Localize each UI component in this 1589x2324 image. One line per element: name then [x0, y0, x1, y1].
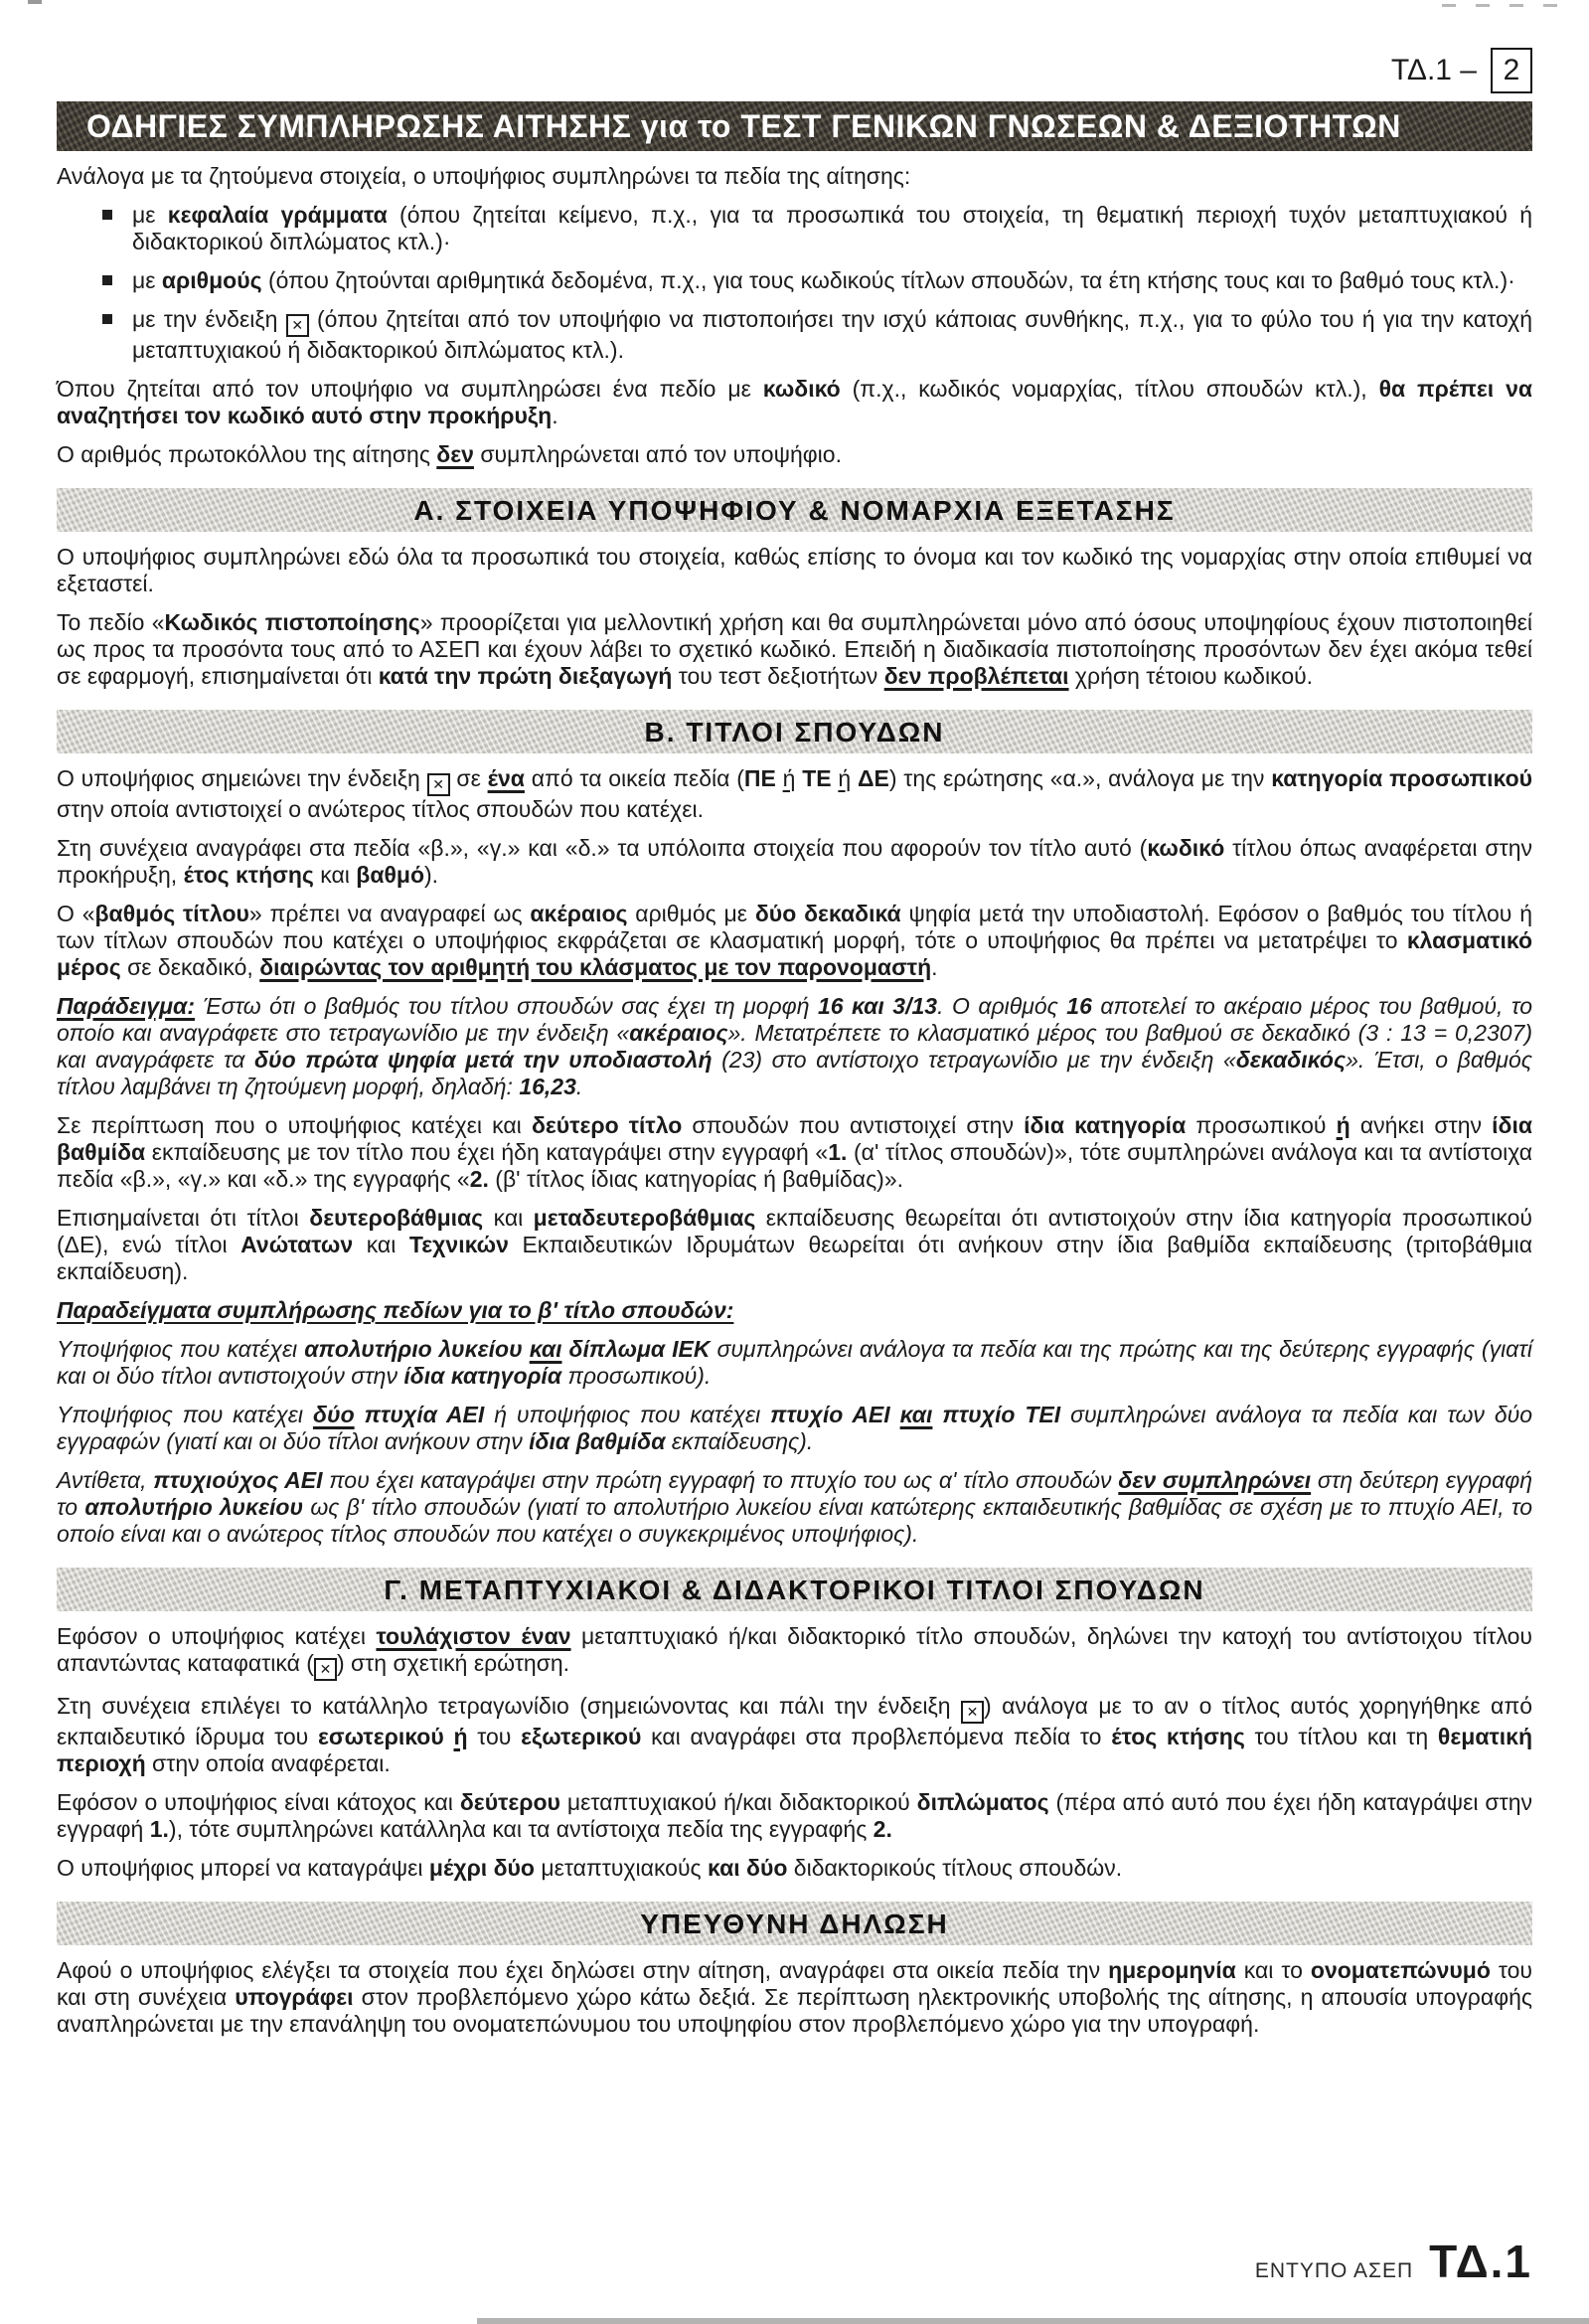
- form-code-label: ΤΔ.1 –: [1390, 54, 1477, 86]
- intro-paragraph: Όπου ζητείται από τον υποψήφιο να συμπληρώσει ένα πεδίο με κωδικό (π.χ., κωδικός νομαρχίας, τίτλου σπουδών κτλ.), θα πρέπει να αναζητήσει τον κωδικό αυτό στην προκήρυξη.: [57, 376, 1532, 428]
- section-a-paragraph: Το πεδίο «Κωδικός πιστοποίησης» προορίζεται για μελλοντική χρήση και θα συμπληρώνεται μόνο από όσους υποψηφίους έχουν πιστοποιηθεί ως προς τα προσόντα τους από το ΑΣΕΠ και έχουν λάβει το σχετικό κωδικό. Επειδή η διαδικασία πιστοποίησης προσόντων δεν έχει ακόμα τεθεί σε εφαρμογή, επισημαίνεται ότι κατά την πρώτη διεξαγωγή του τεστ δεξιοτήτων δεν προβλέπεται χρήση τέτοιου κωδικού.: [57, 609, 1532, 689]
- bullet-square-icon: [102, 314, 112, 324]
- instruction-bullet-list: [57, 202, 1532, 364]
- section-c-paragraph: Ο υποψήφιος μπορεί να καταγράψει μέχρι δύο μεταπτυχιακούς και δύο διδακτορικούς τίτλους σπουδών.: [57, 1855, 1123, 1881]
- footer-form-label: ΕΝΤΥΠΟ ΑΣΕΠ: [1254, 2259, 1414, 2282]
- bullet-text: με την ένδειξη ✕ (όπου ζητείται από τον υποψήφιο να πιστοποιήσει την ισχύ κάποιας συνθήκης, π.χ., για το φύλο του ή για την κατοχή μεταπτυχιακού ή διδακτορικού διπλώματος κτλ.).: [132, 306, 1532, 363]
- footer-form-code: ΤΔ.1: [1429, 2236, 1532, 2287]
- bullet-item: [57, 306, 1532, 364]
- section-b-paragraph: Επισημαίνεται ότι τίτλοι δευτεροβάθμιας και μεταδευτεροβάθμιας εκπαίδευσης θεωρείται ότι αντιστοιχούν στην ίδια κατηγορία προσωπικού (ΔΕ), ενώ τίτλοι Ανώτατων και Τεχνικών Εκπαιδευτικών Ιδρυμάτων θεωρείται ότι ανήκουν στην ίδια βαθμίδα εκπαίδευσης (τριτοβάθμια εκπαίδευση).: [57, 1205, 1532, 1284]
- scan-artifact: [477, 2318, 1589, 2324]
- intro-paragraph: Ο αριθμός πρωτοκόλλου της αίτησης δεν συμπληρώνεται από τον υποψήφιο.: [57, 441, 842, 467]
- bullet-square-icon: [102, 275, 112, 285]
- section-heading-c: Γ. ΜΕΤΑΠΤΥΧΙΑΚΟΙ & ΔΙΔΑΚΤΟΡΙΚΟΙ ΤΙΤΛΟΙ ΣΠΟΥΔΩΝ: [57, 1568, 1532, 1611]
- bullet-text: με αριθμούς (όπου ζητούνται αριθμητικά δεδομένα, π.χ., για τους κωδικούς τίτλων σπουδών, τα έτη κτήσης τους και το βαθμό τους κτλ.)·: [132, 267, 1515, 293]
- section-b-examples-heading: Παραδείγματα συμπλήρωσης πεδίων για το β' τίτλο σπουδών:: [57, 1297, 734, 1323]
- section-b-paragraph: Ο υποψήφιος σημειώνει την ένδειξη ✕ σε ένα από τα οικεία πεδία (ΠΕ ή ΤΕ ή ΔΕ) της ερώτησης «α.», ανάλογα με την κατηγορία προσωπικού στην οποία αντιστοιχεί ο ανώτερος τίτλος σπουδών που κατέχει.: [57, 765, 1533, 822]
- bullet-item: [57, 202, 1532, 255]
- section-b-example: Υποψήφιος που κατέχει απολυτήριο λυκείου και δίπλωμα ΙΕΚ συμπληρώνει ανάλογα τα πεδία και της πρώτης και της δεύτερης εγγραφής (γιατί και οι δύο τίτλοι αντιστοιχούν στην ίδια κατηγορία προσωπικού).: [57, 1336, 1533, 1389]
- section-c-paragraph: Στη συνέχεια επιλέγει το κατάλληλο τετραγωνίδιο (σημειώνοντας και πάλι την ένδειξη ✕ ) ανάλογα με το αν ο τίτλος αυτός χορηγήθηκε από εκπαιδευτικό ίδρυμα του εσωτερικού ή του εξωτερικού και αναγράφει στα προβλεπόμενα πεδία το έτος κτήσης του τίτλου και τη θεματική περιοχή στην οποία αναφέρεται.: [57, 1693, 1532, 1776]
- section-b-paragraph: Ο «βαθμός τίτλου» πρέπει να αναγραφεί ως ακέραιος αριθμός με δύο δεκαδικά ψηφία μετά την υποδιαστολή. Εφόσον ο βαθμός του τίτλου ή των τίτλων σπουδών που κατέχει ο υποψήφιος εκφράζεται σε κλασματική μορφή, τότε ο υποψήφιος θα πρέπει να μετατρέψει το κλασματικό μέρος σε δεκαδικό, διαιρώντας τον αριθμητή του κλάσματος με τον παρονομαστή.: [57, 901, 1532, 980]
- page-header: [57, 0, 1532, 101]
- document-title-bar: ΟΔΗΓΙΕΣ ΣΥΜΠΛΗΡΩΣΗΣ ΑΙΤΗΣΗΣ για το ΤΕΣΤ ΓΕΝΙΚΩΝ ΓΝΩΣΕΩΝ & ΔΕΞΙΟΤΗΤΩΝ: [57, 101, 1532, 151]
- section-heading-declaration: ΥΠΕΥΘΥΝΗ ΔΗΛΩΣΗ: [57, 1902, 1532, 1945]
- section-a-paragraph: Ο υποψήφιος συμπληρώνει εδώ όλα τα προσωπικά του στοιχεία, καθώς επίσης το όνομα και τον κωδικό της νομαρχίας στην οποία επιθυμεί να εξεταστεί.: [57, 544, 1532, 596]
- bullet-square-icon: [102, 210, 112, 220]
- bullet-item: [57, 267, 1532, 294]
- page-footer: [1254, 2236, 1532, 2287]
- intro-lead-paragraph: Ανάλογα με τα ζητούμενα στοιχεία, ο υποψήφιος συμπληρώνει τα πεδία της αίτησης:: [57, 163, 911, 189]
- section-b-example: Υποψήφιος που κατέχει δύο πτυχία ΑΕΙ ή υποψήφιος που κατέχει πτυχίο ΑΕΙ και πτυχίο ΤΕΙ συμπληρώνει ανάλογα τα πεδία και των δύο εγγραφών (γιατί και οι δύο τίτλοι ανήκουν στην ίδια βαθμίδα εκπαίδευσης).: [57, 1402, 1533, 1454]
- bullet-text: με κεφαλαία γράμματα (όπου ζητείται κείμενο, π.χ., για τα προσωπικά του στοιχεία, τη θεματική περιοχή τυχόν μεταπτυχιακού ή διδακτορικού διπλώματος κτλ.)·: [132, 202, 1532, 254]
- section-b-example: Αντίθετα, πτυχιούχος ΑΕΙ που έχει καταγράψει στην πρώτη εγγραφή το πτυχίο του ως α' τίτλο σπουδών δεν συμπληρώνει στη δεύτερη εγγραφή το απολυτήριο λυκείου ως β' τίτλο σπουδών (γιατί το απολυτήριο λυκείου είναι κατώτερης εκπαιδευτικής βαθμίδας σε σχέση με το πτυχίο ΑΕΙ, το οποίο είναι και ο ανώτερος τίτλος σπουδών που κατέχει ο συγκεκριμένος υποψήφιος).: [57, 1467, 1532, 1547]
- section-b-paragraph: Σε περίπτωση που ο υποψήφιος κατέχει και δεύτερο τίτλο σπουδών που αντιστοιχεί στην ίδια κατηγορία προσωπικού ή ανήκει στην ίδια βαθμίδα εκπαίδευσης με τον τίτλο που έχει ήδη καταγράψει στην εγγραφή «1. (α' τίτλος σπουδών)», τότε συμπληρώνει ανάλογα και τα αντίστοιχα πεδία «β.», «γ.» και «δ.» της εγγραφής «2. (β' τίτλος ίδιας κατηγορίας ή βαθμίδας)».: [57, 1112, 1533, 1192]
- declaration-paragraph: Αφού ο υποψήφιος ελέγξει τα στοιχεία που έχει δηλώσει στην αίτηση, αναγράφει στα οικεία πεδία την ημερομηνία και το ονοματεπώνυμό του και στη συνέχεια υπογράφει στον προβλεπόμενο χώρο κάτω δεξιά. Σε περίπτωση ηλεκτρονικής υποβολής της αίτησης, η απουσία υπογραφής αναπληρώνεται με την επανάληψη του ονοματεπώνυμου του υποψηφίου στον προβλεπόμενο χώρο για την υπογραφή.: [57, 1957, 1532, 2037]
- section-heading-a: Α. ΣΤΟΙΧΕΙΑ ΥΠΟΨΗΦΙΟΥ & ΝΟΜΑΡΧΙΑ ΕΞΕΤΑΣΗΣ: [57, 488, 1532, 532]
- section-c-paragraph: Εφόσον ο υποψήφιος είναι κάτοχος και δεύτερου μεταπτυχιακού ή/και διδακτορικού διπλώματος (πέρα από αυτό που έχει ήδη καταγράψει στην εγγραφή 1.), τότε συμπληρώνει κατάλληλα και τα αντίστοιχα πεδία της εγγραφής 2.: [57, 1789, 1532, 1842]
- section-heading-b: Β. ΤΙΤΛΟΙ ΣΠΟΥΔΩΝ: [57, 710, 1532, 753]
- section-b-example: Παράδειγμα: Έστω ότι ο βαθμός του τίτλου σπουδών σας έχει τη μορφή 16 και 3/13. Ο αριθμός 16 αποτελεί το ακέραιο μέρος του βαθμού, το οποίο και αναγράφετε στο τετραγωνίδιο με την ένδειξη «ακέραιος». Μετατρέπετε το κλασματικό μέρος του βαθμού σε δεκαδικό (3 : 13 = 0,2307) και αναγράφετε τα δύο πρώτα ψηφία μετά την υποδιαστολή (23) στο αντίστοιχο τετραγωνίδιο με την ένδειξη «δεκαδικός». Έτσι, ο βαθμός τίτλου λαμβάνει τη ζητούμενη μορφή, δηλαδή: 16,23.: [57, 993, 1533, 1099]
- section-c-paragraph: Εφόσον ο υποψήφιος κατέχει τουλάχιστον έναν μεταπτυχιακό ή/και διδακτορικό τίτλο σπουδών, δηλώνει την κατοχή του αντίστοιχου τίτλου απαντώντας καταφατικά ( ✕ ) στη σχετική ερώτηση.: [57, 1623, 1532, 1681]
- page-number-box: 2: [1491, 48, 1532, 93]
- section-b-paragraph: Στη συνέχεια αναγράφει στα πεδία «β.», «γ.» και «δ.» τα υπόλοιπα στοιχεία που αφορούν τον τίτλο αυτό (κωδικό τίτλου όπως αναφέρεται στην προκήρυξη, έτος κτήσης και βαθμό).: [57, 835, 1532, 888]
